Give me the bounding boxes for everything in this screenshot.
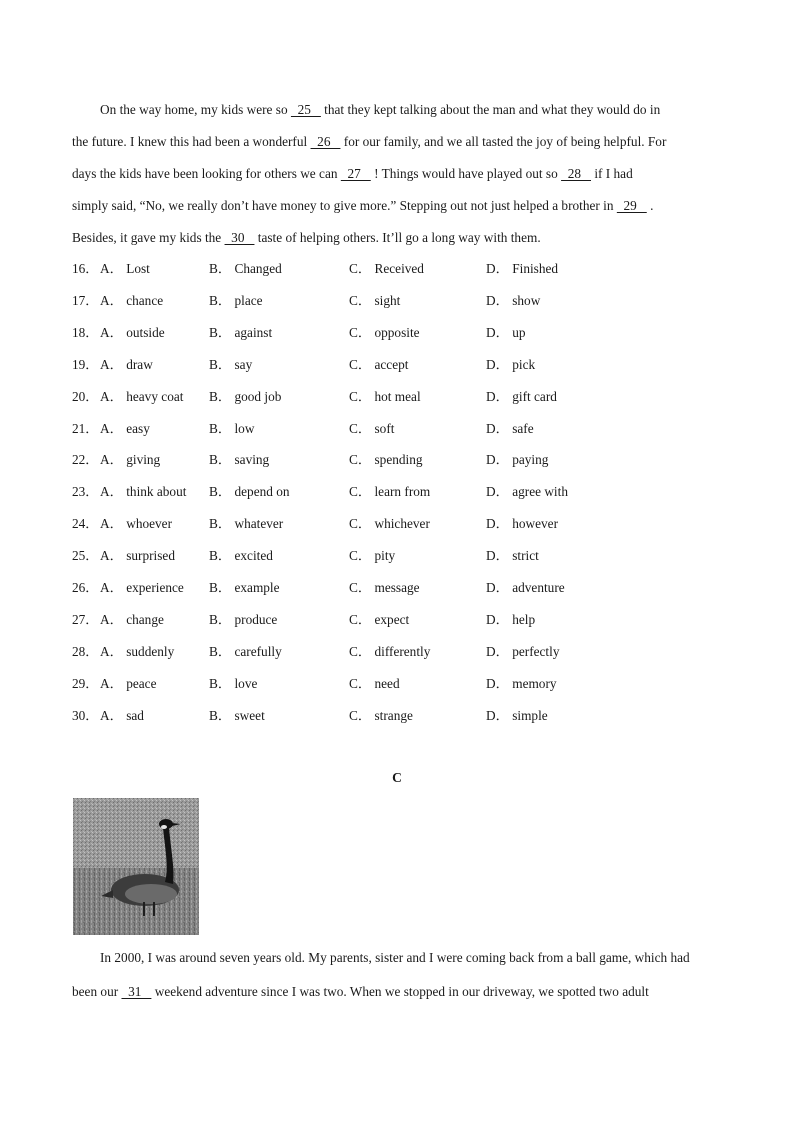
option-a: A． heavy coat xyxy=(100,388,184,404)
paragraph-line xyxy=(72,984,732,1000)
answer-blank: 29 xyxy=(616,198,647,213)
question-number: 21． xyxy=(72,420,99,436)
option-a: A． Lost xyxy=(100,261,150,276)
answer-blank: 25 xyxy=(290,102,321,117)
option-d: D． adventure xyxy=(486,580,565,595)
option-c: C． message xyxy=(349,580,420,595)
option-d: D． agree with xyxy=(486,484,568,500)
option-b: B． excited xyxy=(209,548,273,564)
option-d: D． memory xyxy=(486,675,557,691)
question-number: 30． xyxy=(72,707,99,723)
paragraph-line xyxy=(72,134,732,150)
option-b: B． saving xyxy=(209,452,270,468)
question-row xyxy=(72,612,722,628)
text-segment: the future. I knew this had been a wonderful xyxy=(72,134,311,149)
option-b: B． good job xyxy=(209,388,282,404)
option-d: D． gift card xyxy=(486,388,557,404)
question-number: 16． xyxy=(72,261,99,276)
option-a: A． experience xyxy=(100,580,184,595)
question-row xyxy=(72,676,722,692)
option-b: B． place xyxy=(209,292,263,308)
option-d: D． up xyxy=(486,324,526,340)
answer-blank: 28 xyxy=(561,166,591,181)
option-c: C． spending xyxy=(349,452,423,468)
question-number: 20． xyxy=(72,388,99,404)
option-b: B． low xyxy=(209,420,255,436)
option-c: C． Received xyxy=(349,261,424,276)
answer-blank: 31 xyxy=(121,984,152,999)
question-number: 24． xyxy=(72,516,99,532)
goose-photo xyxy=(73,798,199,935)
option-a: A． draw xyxy=(100,356,153,372)
option-c: C． hot meal xyxy=(349,388,421,404)
option-c: C． opposite xyxy=(349,324,420,340)
option-a: A． easy xyxy=(100,420,150,436)
text-segment: days the kids have been looking for others we can xyxy=(72,166,341,181)
answer-blank: 26 xyxy=(310,134,341,149)
question-row xyxy=(72,293,722,309)
text-segment: taste of helping others. It’ll go a long way with them. xyxy=(254,230,541,245)
question-number: 29． xyxy=(72,675,99,691)
question-row xyxy=(72,516,722,532)
option-a: A． peace xyxy=(100,675,157,691)
answer-blank: 27 xyxy=(340,166,371,181)
option-d: D． safe xyxy=(486,420,534,436)
option-c: C． need xyxy=(349,675,400,691)
option-d: D． paying xyxy=(486,452,549,468)
text-segment: been our xyxy=(72,984,122,999)
question-number: 25． xyxy=(72,548,99,564)
question-number: 18． xyxy=(72,324,99,340)
question-number: 22． xyxy=(72,452,99,468)
question-row xyxy=(72,389,722,405)
option-c: C． accept xyxy=(349,356,409,372)
section-heading-c: C xyxy=(392,770,402,785)
option-d: D． simple xyxy=(486,707,548,723)
option-c: C． strange xyxy=(349,707,413,723)
option-d: D． help xyxy=(486,611,536,627)
option-a: A． chance xyxy=(100,292,164,308)
option-d: D． strict xyxy=(486,548,539,564)
option-b: B． say xyxy=(209,356,253,372)
option-b: B． Changed xyxy=(209,261,282,276)
text-segment: . xyxy=(646,198,654,213)
paragraph-line xyxy=(72,166,732,182)
option-c: C． learn from xyxy=(349,484,431,500)
question-row xyxy=(72,452,722,468)
text-segment: ! Things would have played out so xyxy=(370,166,562,181)
text-segment: On the way home, my kids were so xyxy=(100,102,291,117)
option-d: D． pick xyxy=(486,356,536,372)
option-a: A． think about xyxy=(100,484,187,500)
text-segment: weekend adventure since I was two. When we stopped in our driveway, we spotted two adult xyxy=(151,984,649,999)
option-a: A． giving xyxy=(100,452,161,468)
option-d: D． show xyxy=(486,292,541,308)
option-c: C． soft xyxy=(349,420,395,436)
question-number: 28． xyxy=(72,643,99,659)
option-b: B． whatever xyxy=(209,516,284,532)
option-c: C． whichever xyxy=(349,516,430,532)
question-number: 19． xyxy=(72,356,99,372)
option-d: D． Finished xyxy=(486,261,559,276)
option-b: B． carefully xyxy=(209,643,282,659)
paragraph-line xyxy=(72,198,732,214)
answer-blank: 30 xyxy=(224,230,255,245)
option-c: C． differently xyxy=(349,643,431,659)
text-segment: for our family, and we all tasted the joy of being helpful. For xyxy=(340,134,667,149)
option-a: A． outside xyxy=(100,324,165,340)
option-a: A． change xyxy=(100,611,164,627)
question-row xyxy=(72,421,722,437)
text-segment: Besides, it gave my kids the xyxy=(72,230,225,245)
question-number: 26． xyxy=(72,580,99,595)
option-c: C． expect xyxy=(349,611,410,627)
question-row xyxy=(72,484,722,500)
text-segment: In 2000, I was around seven years old. My parents, sister and I were coming back from a ball game, which had xyxy=(100,950,690,965)
text-segment: simply said, “No, we really don’t have money to give more.” Stepping out not just helped a brother in xyxy=(72,198,617,213)
option-c: C． sight xyxy=(349,292,401,308)
question-number: 27． xyxy=(72,611,99,627)
option-b: B． against xyxy=(209,324,273,340)
option-b: B． depend on xyxy=(209,484,290,500)
option-b: B． sweet xyxy=(209,707,265,723)
option-a: A． surprised xyxy=(100,548,175,564)
option-b: B． love xyxy=(209,675,258,691)
question-row xyxy=(72,548,722,564)
option-a: A． sad xyxy=(100,707,144,723)
question-row xyxy=(72,325,722,341)
text-segment: that they kept talking about the man and what they would do in xyxy=(320,102,661,117)
paragraph-line xyxy=(100,102,732,118)
question-row xyxy=(72,261,722,277)
question-row xyxy=(72,708,722,724)
paragraph-line xyxy=(100,950,732,966)
question-number: 17． xyxy=(72,292,99,308)
option-d: D． however xyxy=(486,516,559,532)
paragraph-line xyxy=(72,230,732,246)
question-row xyxy=(72,357,722,373)
option-a: A． suddenly xyxy=(100,643,175,659)
option-b: B． example xyxy=(209,580,280,595)
question-row xyxy=(72,644,722,660)
option-a: A． whoever xyxy=(100,516,173,532)
option-c: C． pity xyxy=(349,548,396,564)
canada-goose-photo-icon xyxy=(73,798,199,935)
text-segment: if I had xyxy=(591,166,633,181)
option-d: D． perfectly xyxy=(486,643,560,659)
question-number: 23． xyxy=(72,484,99,500)
option-b: B． produce xyxy=(209,611,278,627)
question-row xyxy=(72,580,722,596)
